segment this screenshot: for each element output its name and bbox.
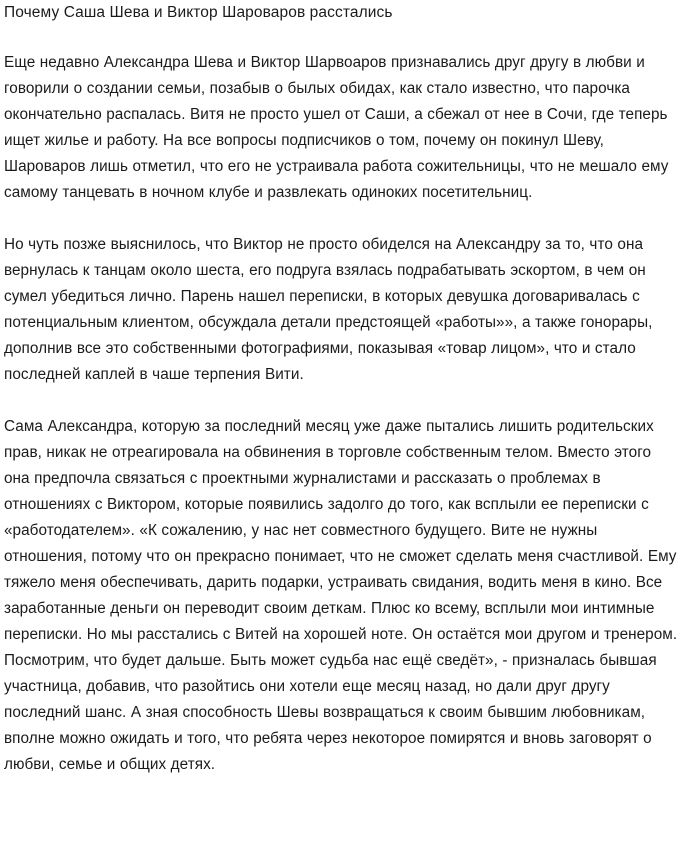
article-paragraph: Но чуть позже выяснилось, что Виктор не просто обиделся на Александру за то, что она вернулась к танцам около шеста, его подруга взялась подрабатывать эскортом, в чем он сумел убедиться лично. Парень нашел переписки, в которых девушка договаривалась с потенциальным клиентом, обсуждала детали предстоящей «работы»», а также гонорары, дополнив все это собственными фотографиями, показывая «товар лицом», что и стало последней каплей в чаше терпения Вити.	[4, 236, 653, 383]
article-body	[4, 50, 680, 778]
page-title: Почему Саша Шева и Виктор Шароваров расстались	[4, 4, 393, 21]
article-paragraph: Сама Александра, которую за последний месяц уже даже пытались лишить родительских прав, никак не отреагировала на обвинения в торговле собственным телом. Вместо этого она предпочла связаться с проектными журналистами и рассказать о проблемах в отношениях с Виктором, которые появились задолго до того, как всплыли ее переписки с «работодателем». «К сожалению, у нас нет совместного будущего. Вите не нужны отношения, потому что он прекрасно понимает, что не сможет сделать меня счастливой. Ему тяжело меня обеспечивать, дарить подарки, устраивать свидания, водить меня в кино. Все заработанные деньги он переводит своим деткам. Плюс ко всему, всплыли мои интимные переписки. Но мы расстались с Витей на хорошей ноте. Он остаётся мои другом и тренером. Посмотрим, что будет дальше. Быть может судьба нас ещё сведёт», - призналась бывшая участница, добавив, что разойтись они хотели еще месяц назад, но дали друг другу последний шанс. А зная способность Шевы возвращаться к своим бывшим любовникам, вполне можно ожидать и того, что ребята через некоторое помирятся и вновь заговорят о любви, семье и общих детях.	[4, 418, 678, 773]
article-paragraph: Еще недавно Александра Шева и Виктор Шарвоаров признавались друг другу в любви и говорили о создании семьи, позабыв о былых обидах, как стало известно, что парочка окончательно распалась. Витя не просто ушел от Саши, а сбежал от нее в Сочи, где теперь ищет жилье и работу. На все вопросы подписчиков о том, почему он покинул Шеву, Шароваров лишь отметил, что его не устраивала работа сожительницы, что не мешало ему самому танцевать в ночном клубе и развлекать одиноких посетительниц.	[4, 54, 669, 201]
title-body-spacer	[4, 28, 680, 50]
